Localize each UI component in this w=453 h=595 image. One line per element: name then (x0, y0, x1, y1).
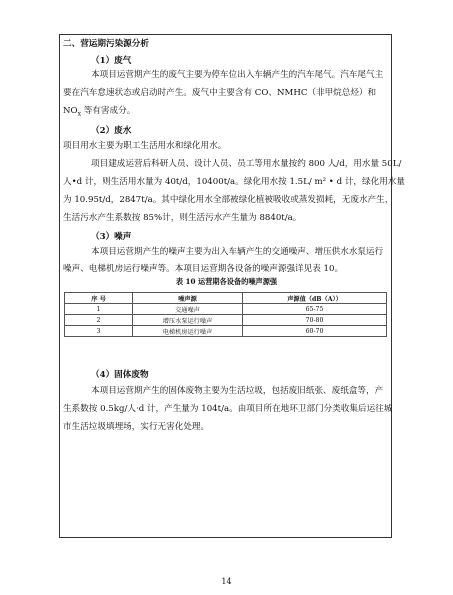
row-source: 电梯机房运行噪声 (133, 326, 243, 337)
table-row (65, 315, 387, 326)
water-line-1: 项目用水主要为职工生活用水和绿化用水。 (63, 141, 227, 151)
col-header-source: 噪声源 (133, 293, 243, 304)
solid-line-2: 生系数按 0.5kg/人·d 计，产生量为 104t/a。由项目所在地环卫部门分类收集后运往城 (63, 404, 393, 414)
water-line-5: 生活污水产生系数按 85%计，则生活污水产生量为 8840t/a。 (63, 213, 302, 223)
solid-heading: （4）固体废物 (91, 370, 149, 380)
water-heading: （2）废水 (91, 126, 132, 136)
table-row (65, 326, 387, 337)
row-source: 交通噪声 (133, 304, 243, 315)
noise-table (64, 292, 387, 337)
gas-line-1: 本项目运营期产生的废气主要为停车位出入车辆产生的汽车尾气。汽车尾气主 (91, 70, 384, 80)
water-line-4: 为 10.95t/d，2847t/a。其中绿化用水全部被绿化植被吸收或蒸发损耗，无废水产生， (63, 195, 394, 205)
section-title: 二、营运期污染源分析 (63, 39, 149, 49)
noise-heading: （3）噪声 (91, 232, 132, 242)
row-index: 2 (65, 315, 133, 326)
col-header-index: 序 号 (65, 293, 133, 304)
table-caption: 表 10 运营期各设备的噪声源强 (175, 277, 278, 286)
table-row (65, 304, 387, 315)
gas-line-3-text: 等有害成分。 (80, 106, 136, 116)
gas-line-3 (63, 106, 135, 120)
row-value: 60-70 (243, 326, 387, 337)
gas-heading: （1）废气 (91, 56, 132, 66)
row-value: 70-80 (243, 315, 387, 326)
nox-symbol: NO (63, 106, 78, 116)
col-header-value: 声源值（dB（A）） (243, 293, 387, 304)
row-source: 增压水泵运行噪声 (133, 315, 243, 326)
water-line-3: 人•d 计，则生活用水量为 40t/d，10400t/a。绿化用水按 1.5L/ m² • d 计，绿化用水量 (63, 177, 405, 187)
noise-line-2: 噪声、电梯机房运行噪声等。本项目运营期各设备的噪声源强详见表 10。 (63, 264, 344, 274)
solid-line-1: 本项目运营期产生的固体废物主要为生活垃圾，包括废旧纸张、废纸盒等，产 (91, 386, 384, 396)
row-index: 1 (65, 304, 133, 315)
row-index: 3 (65, 326, 133, 337)
water-line-2: 项目建成运营后科研人员、设计人员、员工等用水量按约 800 人/d，用水量 50L/ (91, 159, 402, 169)
solid-line-3: 市生活垃圾填埋场，实行无害化处理。 (63, 422, 210, 432)
gas-line-2: 要在汽车怠速状态或启动时产生。废气中主要含有 CO、NMHC（非甲烷总烃）和 (63, 88, 377, 98)
row-value: 65-75 (243, 304, 387, 315)
nox-subscript: x (77, 110, 81, 118)
page-number: 14 (221, 577, 232, 586)
noise-line-1: 本项目运营期产生的噪声主要为出入车辆产生的交通噪声、增压供水水泵运行 (91, 247, 384, 257)
table-header-row (65, 293, 387, 304)
